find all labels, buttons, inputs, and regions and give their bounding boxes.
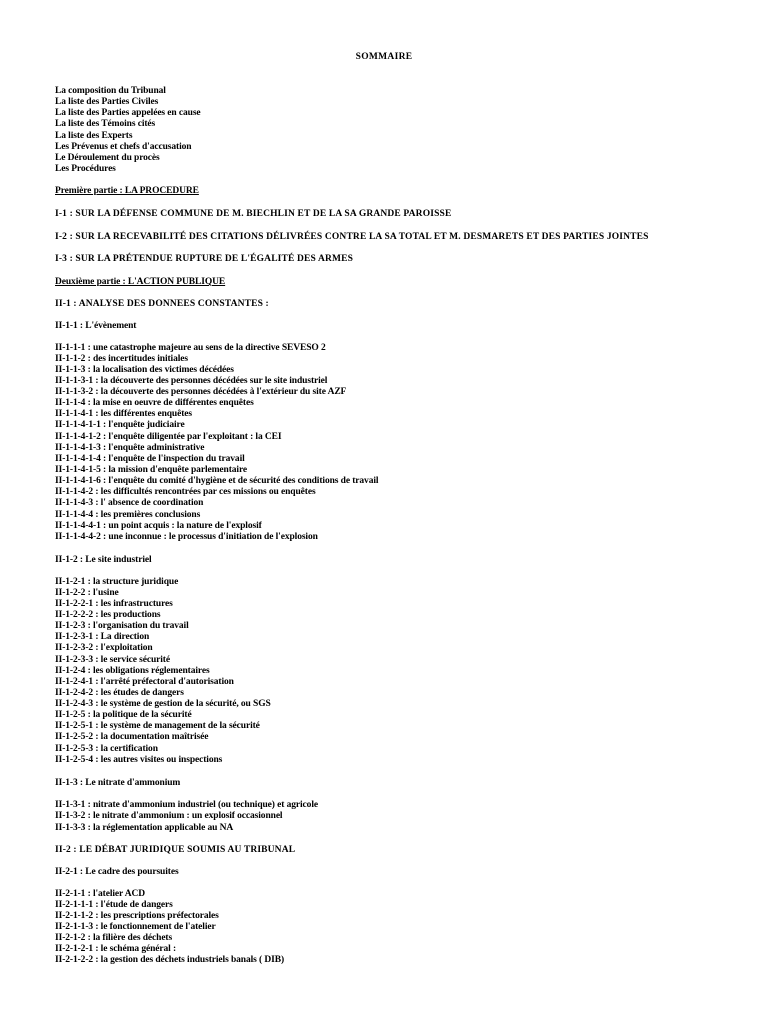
toc-entry: La liste des Parties Civiles (55, 97, 159, 107)
toc-entry: II-1-1-4-3 : l' absence de coordination (55, 498, 204, 508)
toc-entry: I-2 : SUR LA RECEVABILITÉ DES CITATIONS DÉLIVRÉES CONTRE LA SA TOTAL ET M. DESMARETS ET DES PARTIES JOINTES (55, 232, 649, 242)
toc-entry: II-1-2-1 : la structure juridique (55, 577, 179, 587)
toc-entry: II-1-1-3 : la localisation des victimes décédées (55, 365, 234, 375)
toc-entry: II-1-1-4-1-6 : l'enquête du comité d'hygiène et de sécurité des conditions de travail (55, 476, 379, 486)
toc-entry: II-2-1-1-2 : les prescriptions préfectorales (55, 911, 219, 921)
toc-entry: II-1-2 : Le site industriel (55, 555, 152, 565)
toc-entry: II-1-1-4-2 : les difficultés rencontrées par ces missions ou enquêtes (55, 487, 316, 497)
toc-entry: II-1-2-3 : l'organisation du travail (55, 621, 189, 631)
toc-entry: II-1-2-4-1 : l'arrêté préfectoral d'autorisation (55, 677, 234, 687)
toc-entry: II-1-1-4-1-3 : l'enquête administrative (55, 443, 205, 453)
toc-entry: II-1-2-5-1 : le système de management de la sécurité (55, 721, 260, 731)
toc-entry: La composition du Tribunal (55, 86, 166, 96)
toc-entry: II-1-1-2 : des incertitudes initiales (55, 354, 188, 364)
toc-entry: II-1-3-3 : la réglementation applicable au NA (55, 823, 234, 833)
toc-entry: II-1-1-4-1-4 : l'enquête de l'inspection du travail (55, 454, 245, 464)
toc-entry: II-1-2-5-3 : la certification (55, 744, 158, 754)
toc-entry: II-1-1-3-2 : la découverte des personnes décédées à l'extérieur du site AZF (55, 387, 347, 397)
toc-entry: II-2-1-1-1 : l'étude de dangers (55, 900, 173, 910)
toc-entry: II-1-2-5-2 : la documentation maîtrisée (55, 732, 209, 742)
toc-entry: La liste des Parties appelées en cause (55, 108, 201, 118)
toc-entry: II-1-2-3-3 : le service sécurité (55, 655, 170, 665)
toc-entry: II-2-1-2-2 : la gestion des déchets industriels banals ( DIB) (55, 955, 285, 965)
toc-entry: La liste des Experts (55, 131, 133, 141)
toc-entry: II-1 : ANALYSE DES DONNEES CONSTANTES : (55, 299, 269, 309)
toc-entry: II-2-1-1-3 : le fonctionnement de l'atelier (55, 922, 216, 932)
toc-entry: II-1-1-4-1-2 : l'enquête diligentée par l'exploitant : la CEI (55, 432, 282, 442)
toc-entry: II-1-1 : L'évènement (55, 321, 137, 331)
toc-entry: II-1-2-3-2 : l'exploitation (55, 643, 153, 653)
toc-entry: Le Déroulement du procès (55, 153, 160, 163)
toc-entry: II-1-2-2-1 : les infrastructures (55, 599, 173, 609)
toc-entry: II-2-1-2-1 : le schéma général : (55, 944, 177, 954)
document-title: SOMMAIRE (355, 52, 413, 62)
toc-entry: II-1-3-2 : le nitrate d'ammonium : un explosif occasionnel (55, 811, 283, 821)
toc-entry: II-2-1-2 : la filière des déchets (55, 933, 173, 943)
toc-entry: II-1-1-3-1 : la découverte des personnes décédées sur le site industriel (55, 376, 328, 386)
toc-entry: II-1-1-4 : la mise en oeuvre de différentes enquêtes (55, 398, 254, 408)
toc-entry: II-1-3-1 : nitrate d'ammonium industriel (ou technique) et agricole (55, 800, 318, 810)
toc-entry: II-1-1-4-4 : les premières conclusions (55, 510, 201, 520)
toc-entry: II-1-2-4-2 : les études de dangers (55, 688, 184, 698)
toc-entry: II-1-2-4-3 : le système de gestion de la sécurité, ou SGS (55, 699, 271, 709)
toc-entry: II-1-1-4-4-1 : un point acquis : la nature de l'explosif (55, 521, 262, 531)
toc-entry: II-1-1-4-4-2 : une inconnue : le processus d'initiation de l'explosion (55, 532, 318, 542)
toc-entry: II-2-1-1 : l'atelier ACD (55, 889, 146, 899)
toc-entry: II-2 : LE DÉBAT JURIDIQUE SOUMIS AU TRIBUNAL (55, 845, 296, 855)
toc-entry: II-1-1-4-1-1 : l'enquête judiciaire (55, 420, 185, 430)
toc-entry: I-1 : SUR LA DÉFENSE COMMUNE DE M. BIECHLIN ET DE LA SA GRANDE PAROISSE (55, 209, 452, 219)
toc-entry: II-1-1-4-1 : les différentes enquêtes (55, 409, 193, 419)
toc-entry: I-3 : SUR LA PRÉTENDUE RUPTURE DE L'ÉGALITÉ DES ARMES (55, 254, 354, 264)
toc-entry: II-1-3 : Le nitrate d'ammonium (55, 778, 181, 788)
toc-entry: Première partie : LA PROCEDURE (55, 186, 199, 196)
toc-entry: II-1-2-2 : l'usine (55, 588, 119, 598)
toc-entry: II-1-1-4-1-5 : la mission d'enquête parlementaire (55, 465, 248, 475)
toc-entry: II-1-2-3-1 : La direction (55, 632, 150, 642)
toc-entry: II-1-2-5 : la politique de la sécurité (55, 710, 192, 720)
toc-entry: II-1-2-5-4 : les autres visites ou inspections (55, 755, 223, 765)
toc-entry: II-1-2-2-2 : les productions (55, 610, 161, 620)
toc-entry: II-1-2-4 : les obligations réglementaires (55, 666, 210, 676)
toc-entry: Les Prévenus et chefs d'accusation (55, 142, 192, 152)
toc-entry: II-1-1-1 : une catastrophe majeure au sens de la directive SEVESO 2 (55, 343, 326, 353)
toc-entry: II-2-1 : Le cadre des poursuites (55, 867, 179, 877)
toc-entry: Les Procédures (55, 164, 116, 174)
toc-entry: La liste des Témoins cités (55, 119, 156, 129)
toc-entry: Deuxième partie : L'ACTION PUBLIQUE (55, 277, 226, 287)
